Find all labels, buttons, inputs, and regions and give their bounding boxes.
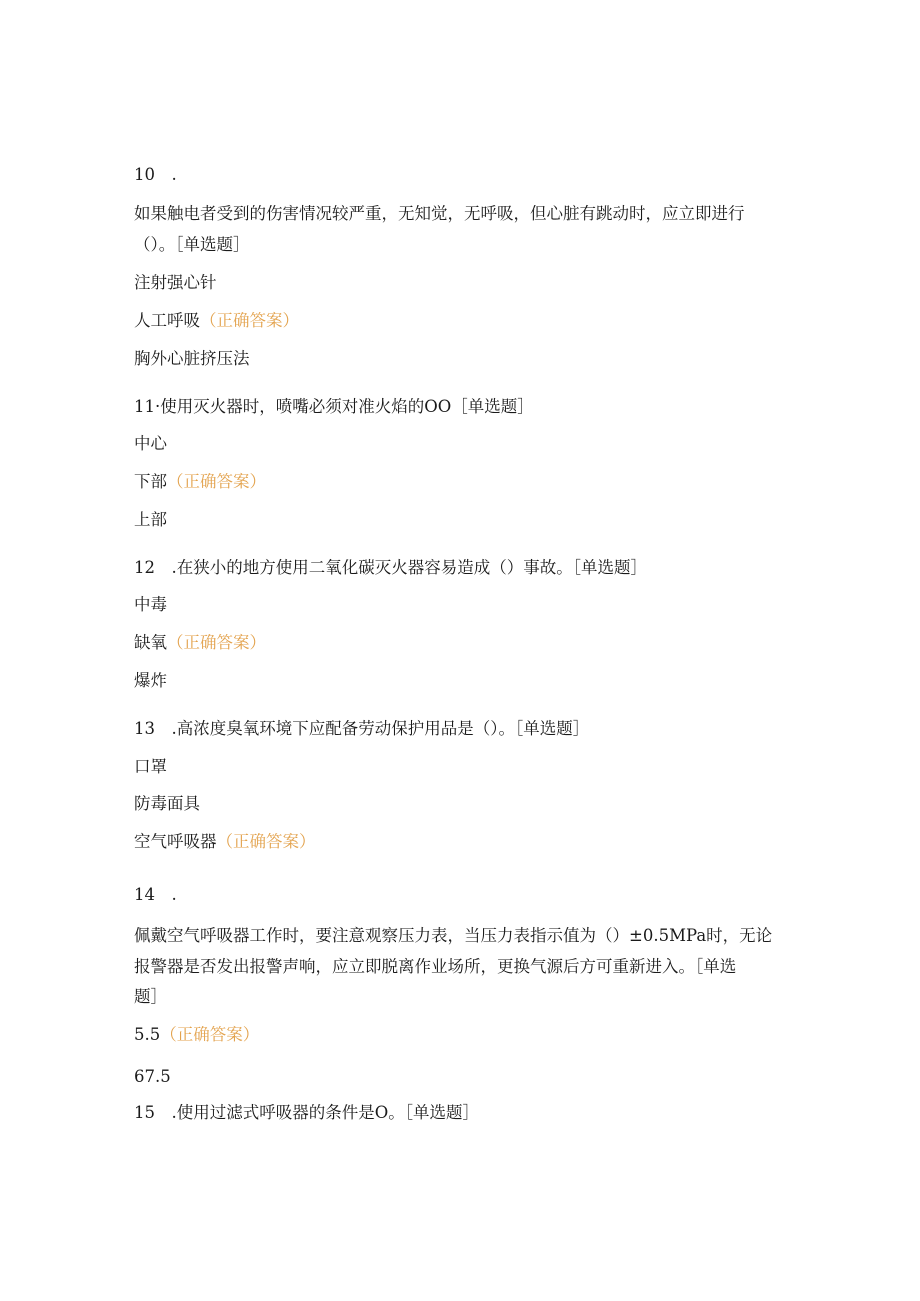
option-label: 空气呼吸器 [134,832,217,851]
q13-option-3[interactable] [134,831,316,853]
option-label: 注射强心针 [134,273,217,292]
option-label: 中心 [134,434,167,453]
option-label: 中毒 [134,595,167,614]
q12-option-3[interactable] [134,670,167,692]
option-label: 防毒面具 [134,794,200,813]
correct-answer-tag: （正确答案） [216,832,316,851]
q13-text: 13 .高浓度臭氧环境下应配备劳动保护用品是（）。［单选题］ [134,719,590,738]
q12-text: 12 .在狭小的地方使用二氧化碳灭火器容易造成（）事故。［单选题］ [134,558,647,577]
option-label: 胸外心脏挤压法 [134,349,250,368]
option-label: 爆炸 [134,671,167,690]
option-label: 缺氧 [134,633,167,652]
correct-answer-tag: （正确答案） [167,633,266,652]
q13-option-2[interactable] [134,793,200,815]
q12-option-2[interactable] [134,632,266,654]
option-label: 上部 [134,510,167,529]
q10-text-line2: （）。［单选题］ [134,235,250,254]
correct-answer-tag: （正确答案） [167,472,266,491]
q14-text-line3: 题］ [134,987,167,1006]
option-label: 5.5 [134,1025,161,1044]
option-label: 67.5 [134,1067,171,1086]
q14-number: 14 . [134,885,177,904]
q10-option-3[interactable] [134,348,250,370]
q10-text-line1: 如果触电者受到的伤害情况较严重，无知觉，无呼吸，但心脏有跳动时，应立即进行 [134,204,745,223]
q11-option-1[interactable] [134,433,167,455]
correct-answer-tag: （正确答案） [200,311,299,330]
option-label: 人工呼吸 [134,311,200,330]
q14-text-line1: 佩戴空气呼吸器工作时，要注意观察压力表，当压力表指示值为（）±0.5MPa时，无论 [134,926,773,945]
option-label: 下部 [134,472,167,491]
q12-option-1[interactable] [134,594,167,616]
q13-option-1[interactable] [134,756,167,778]
q14-option-1[interactable] [134,1024,259,1046]
q11-option-2[interactable] [134,471,266,493]
option-label: 口罩 [134,757,167,776]
q14-option-2[interactable] [134,1066,171,1088]
q14-text-line2: 报警器是否发出报警声响，应立即脱离作业场所，更换气源后方可重新进入。［单选 [134,957,737,976]
q10-option-2[interactable] [134,310,299,332]
q11-option-3[interactable] [134,509,167,531]
q11-text: 11·使用灭火器时，喷嘴必须对准火焰的OO［单选题］ [134,397,534,416]
q10-number: 10 . [134,165,177,184]
correct-answer-tag: （正确答案） [160,1025,260,1044]
q15-text: 15 .使用过滤式呼吸器的条件是O。［单选题］ [134,1103,480,1122]
q10-option-1[interactable] [134,272,217,294]
